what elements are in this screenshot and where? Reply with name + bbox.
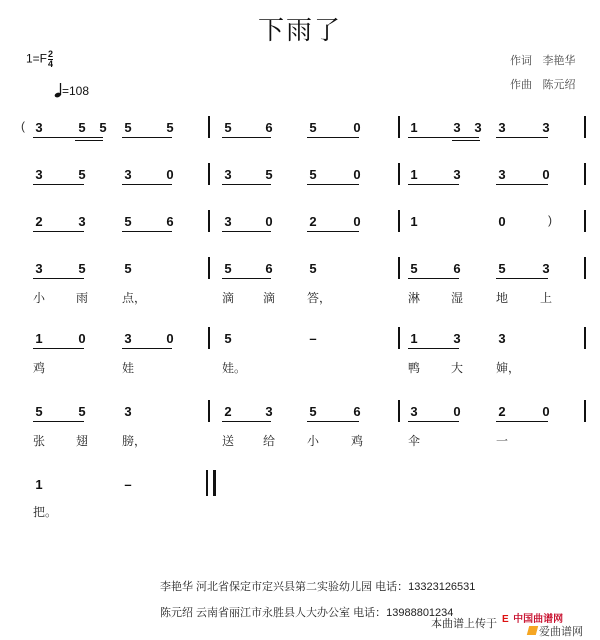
note: 5 bbox=[99, 120, 107, 135]
barline bbox=[398, 400, 400, 422]
note: 5 bbox=[224, 120, 232, 135]
underline bbox=[496, 184, 548, 185]
footer-composer-info: 陈元绍 云南省丽江市永胜县人大办公室 电话：13988801234 bbox=[160, 607, 454, 619]
note: – bbox=[309, 331, 317, 346]
note: 5 bbox=[224, 261, 232, 276]
note: 0 bbox=[78, 331, 86, 346]
underline bbox=[122, 348, 172, 349]
underline bbox=[307, 137, 359, 138]
barline bbox=[208, 163, 210, 185]
barline bbox=[208, 327, 210, 349]
note: 0 bbox=[542, 404, 550, 419]
logo-mark-icon bbox=[527, 626, 538, 635]
note: 5 bbox=[166, 120, 174, 135]
lyric: 婶， bbox=[496, 361, 521, 375]
lyric: 小 bbox=[307, 434, 320, 448]
composer-name: 陈元绍 bbox=[542, 78, 576, 91]
note: 1 bbox=[35, 331, 43, 346]
underline bbox=[452, 140, 480, 141]
composer-credit bbox=[510, 76, 576, 92]
lyric: 娃 bbox=[122, 361, 135, 375]
lyric: 膀， bbox=[122, 434, 147, 448]
barline bbox=[208, 400, 210, 422]
barline bbox=[584, 163, 586, 185]
lyric: 大 bbox=[451, 361, 464, 375]
intro-open-paren: ( bbox=[21, 119, 25, 133]
score-title: 下雨了 bbox=[257, 16, 342, 46]
note: 3 bbox=[498, 167, 506, 182]
note: 0 bbox=[265, 214, 273, 229]
lyric: 翅 bbox=[76, 434, 89, 448]
note: 3 bbox=[35, 261, 43, 276]
key-label: 1=F bbox=[26, 51, 48, 66]
lyric: 一 bbox=[496, 434, 509, 448]
underline bbox=[33, 278, 84, 279]
underline bbox=[307, 231, 359, 232]
note: 0 bbox=[353, 120, 361, 135]
note: 6 bbox=[265, 261, 273, 276]
note: 3 bbox=[453, 331, 461, 346]
note: 0 bbox=[353, 167, 361, 182]
time-numerator: 2 bbox=[48, 49, 54, 59]
lyric: 鸡 bbox=[33, 361, 46, 375]
barline bbox=[584, 116, 586, 138]
note: 2 bbox=[224, 404, 232, 419]
underline bbox=[33, 348, 84, 349]
underline bbox=[33, 137, 103, 138]
underline bbox=[496, 137, 548, 138]
note: 5 bbox=[78, 261, 86, 276]
upload-label: 本曲谱上传于 bbox=[431, 618, 497, 630]
logo-e-icon: E bbox=[502, 614, 509, 625]
footer-lyricist-info: 李艳华 河北省保定市定兴县第二实验幼儿园 电话：13323126531 bbox=[160, 581, 476, 593]
note: 0 bbox=[166, 331, 174, 346]
site-logo-2[interactable] bbox=[528, 622, 583, 640]
barline bbox=[398, 210, 400, 232]
lyric: 上 bbox=[540, 291, 553, 305]
underline bbox=[33, 231, 84, 232]
tempo-marking bbox=[54, 82, 89, 98]
lyric: 滴 bbox=[222, 291, 235, 305]
note: 3 bbox=[453, 120, 461, 135]
underline bbox=[122, 184, 172, 185]
barline bbox=[208, 257, 210, 279]
note: 1 bbox=[410, 167, 418, 182]
underline bbox=[75, 140, 103, 141]
note: 5 bbox=[309, 120, 317, 135]
note: 5 bbox=[78, 167, 86, 182]
underline bbox=[222, 184, 271, 185]
lyric: 鸭 bbox=[408, 361, 421, 375]
note: 6 bbox=[353, 404, 361, 419]
lyric: 湿 bbox=[451, 291, 464, 305]
underline bbox=[222, 421, 271, 422]
note: 1 bbox=[410, 331, 418, 346]
note: 2 bbox=[498, 404, 506, 419]
note: 5 bbox=[309, 404, 317, 419]
note: 2 bbox=[35, 214, 43, 229]
note: 2 bbox=[309, 214, 317, 229]
lyricist-credit bbox=[510, 52, 576, 68]
note: 5 bbox=[309, 261, 317, 276]
underline bbox=[33, 184, 84, 185]
lyric: 娃。 bbox=[222, 361, 247, 375]
tempo-value: =108 bbox=[62, 84, 90, 98]
note: 5 bbox=[78, 120, 86, 135]
note: 3 bbox=[410, 404, 418, 419]
barline bbox=[584, 210, 586, 232]
lyric: 地 bbox=[496, 291, 509, 305]
underline bbox=[222, 137, 271, 138]
note: 3 bbox=[542, 120, 550, 135]
underline bbox=[307, 184, 359, 185]
note: 0 bbox=[453, 404, 461, 419]
key-signature bbox=[26, 50, 53, 69]
composer-label: 作曲 bbox=[510, 78, 532, 91]
note: 1 bbox=[410, 214, 418, 229]
note: 5 bbox=[78, 404, 86, 419]
note: 5 bbox=[265, 167, 273, 182]
lyric: 答， bbox=[307, 291, 332, 305]
lyric: 点， bbox=[122, 291, 147, 305]
lyric: 小 bbox=[33, 291, 46, 305]
note: 3 bbox=[542, 261, 550, 276]
note: 5 bbox=[309, 167, 317, 182]
lyric: 滴 bbox=[263, 291, 276, 305]
time-denominator: 4 bbox=[48, 59, 54, 69]
note: 6 bbox=[265, 120, 273, 135]
barline bbox=[398, 327, 400, 349]
logo-text-2: 爱曲谱网 bbox=[539, 626, 583, 638]
lyricist-name: 李艳华 bbox=[542, 54, 576, 67]
note: 3 bbox=[474, 120, 482, 135]
note: 3 bbox=[35, 167, 43, 182]
quarter-note-icon bbox=[54, 82, 62, 98]
note: 3 bbox=[124, 404, 132, 419]
note: 5 bbox=[224, 331, 232, 346]
note: 5 bbox=[124, 214, 132, 229]
note: 3 bbox=[124, 331, 132, 346]
underline bbox=[307, 421, 359, 422]
note: 3 bbox=[498, 331, 506, 346]
underline bbox=[496, 421, 548, 422]
note: 3 bbox=[498, 120, 506, 135]
lyric: 鸡 bbox=[351, 434, 364, 448]
note: 5 bbox=[410, 261, 418, 276]
lyric: 张 bbox=[33, 434, 46, 448]
note: 3 bbox=[78, 214, 86, 229]
note: 5 bbox=[35, 404, 43, 419]
note: 3 bbox=[265, 404, 273, 419]
underline bbox=[33, 421, 84, 422]
barline bbox=[208, 116, 210, 138]
note: 0 bbox=[353, 214, 361, 229]
underline bbox=[408, 278, 459, 279]
intro-close-paren: ) bbox=[548, 213, 552, 227]
note: – bbox=[124, 477, 132, 492]
barline bbox=[584, 257, 586, 279]
lyric: 给 bbox=[263, 434, 276, 448]
note: 3 bbox=[224, 214, 232, 229]
logo-text-1: 中国曲谱网 bbox=[513, 614, 564, 625]
underline bbox=[496, 278, 548, 279]
underline bbox=[122, 231, 172, 232]
underline bbox=[122, 137, 172, 138]
time-signature bbox=[48, 50, 53, 69]
note: 3 bbox=[224, 167, 232, 182]
note: 3 bbox=[35, 120, 43, 135]
note: 0 bbox=[166, 167, 174, 182]
note: 5 bbox=[498, 261, 506, 276]
note: 5 bbox=[124, 120, 132, 135]
note: 5 bbox=[124, 261, 132, 276]
underline bbox=[222, 278, 271, 279]
lyric: 送 bbox=[222, 434, 235, 448]
note: 6 bbox=[166, 214, 174, 229]
underline bbox=[408, 184, 459, 185]
barline bbox=[398, 163, 400, 185]
lyric: 淋 bbox=[408, 291, 421, 305]
lyric: 雨 bbox=[76, 291, 89, 305]
barline bbox=[208, 210, 210, 232]
note: 3 bbox=[124, 167, 132, 182]
final-barline bbox=[206, 470, 216, 496]
note: 3 bbox=[453, 167, 461, 182]
barline bbox=[584, 327, 586, 349]
note: 6 bbox=[453, 261, 461, 276]
lyricist-label: 作词 bbox=[510, 54, 532, 67]
note: 0 bbox=[542, 167, 550, 182]
note: 0 bbox=[498, 214, 506, 229]
lyric: 伞 bbox=[408, 434, 421, 448]
note: 1 bbox=[410, 120, 418, 135]
underline bbox=[408, 137, 479, 138]
note: 1 bbox=[35, 477, 43, 492]
underline bbox=[408, 421, 459, 422]
barline bbox=[584, 400, 586, 422]
underline bbox=[222, 231, 271, 232]
lyric: 把。 bbox=[33, 505, 58, 519]
underline bbox=[408, 348, 459, 349]
barline bbox=[398, 116, 400, 138]
barline bbox=[398, 257, 400, 279]
